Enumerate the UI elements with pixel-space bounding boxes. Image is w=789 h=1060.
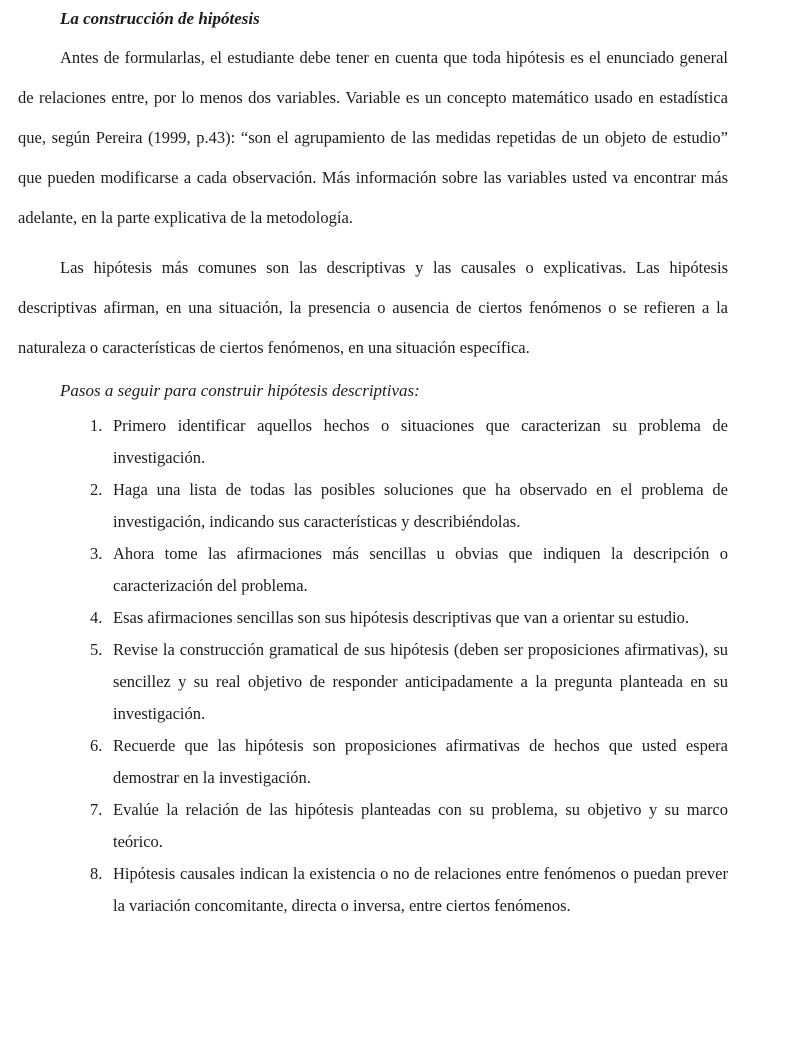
paragraph-hypothesis-intro: Antes de formularlas, el estudiante debe tener en cuenta que toda hipótesis es el enunciado general de relaciones entre, por lo menos dos variables. Variable es un concepto matemático usado en estadística que, según Pereira (1999, p.43): “son el agrupamiento de las medidas repetidas de un objeto de estudio” que pueden modificarse a cada observación. Más información sobre las variables usted va encontrar más adelante, en la parte explicativa de la metodología. [18,48,728,227]
list-item-text: Evalúe la relación de las hipótesis planteadas con su problema, su objetivo y su marco teórico. [113,800,728,851]
list-item-number: 8. [90,864,103,883]
list-item [18,730,728,794]
steps-list [18,410,728,922]
list-item-number: 2. [90,480,103,499]
list-item [18,602,728,634]
list-item-number: 4. [90,608,103,627]
list-item-text: Recuerde que las hipótesis son proposiciones afirmativas de hechos que usted espera demostrar en la investigación. [113,736,728,787]
list-item-text: Primero identificar aquellos hechos o situaciones que caracterizan su problema de investigación. [113,416,728,467]
list-item [18,634,728,730]
list-item-text: Revise la construcción gramatical de sus hipótesis (deben ser proposiciones afirmativas), su sencillez y su real objetivo de responder anticipadamente a la pregunta planteada en su investigación. [113,640,728,723]
list-item-number: 5. [90,640,103,659]
list-item [18,410,728,474]
list-item-number: 6. [90,736,103,755]
list-item-number: 3. [90,544,103,563]
list-item-text: Ahora tome las afirmaciones más sencillas u obvias que indiquen la descripción o caracterización del problema. [113,544,728,595]
list-item-number: 1. [90,416,103,435]
list-item-number: 7. [90,800,103,819]
paragraph-hypothesis-types: Las hipótesis más comunes son las descriptivas y las causales o explicativas. Las hipótesis descriptivas afirman, en una situación, la presencia o ausencia de ciertos fenómenos o se refieren a la naturaleza o características de ciertos fenómenos, en una situación específica. [18,258,728,357]
list-item [18,858,728,922]
list-item-text: Haga una lista de todas las posibles soluciones que ha observado en el problema de investigación, indicando sus características y describiéndolas. [113,480,728,531]
list-item [18,794,728,858]
section-title: La construcción de hipótesis [60,9,260,28]
list-item [18,474,728,538]
list-item-text: Esas afirmaciones sencillas son sus hipótesis descriptivas que van a orientar su estudio. [113,608,689,627]
list-item-text: Hipótesis causales indican la existencia o no de relaciones entre fenómenos o puedan prever la variación concomitante, directa o inversa, entre ciertos fenómenos. [113,864,728,915]
list-heading: Pasos a seguir para construir hipótesis descriptivas: [60,381,420,400]
list-item [18,538,728,602]
document-page [18,0,728,922]
